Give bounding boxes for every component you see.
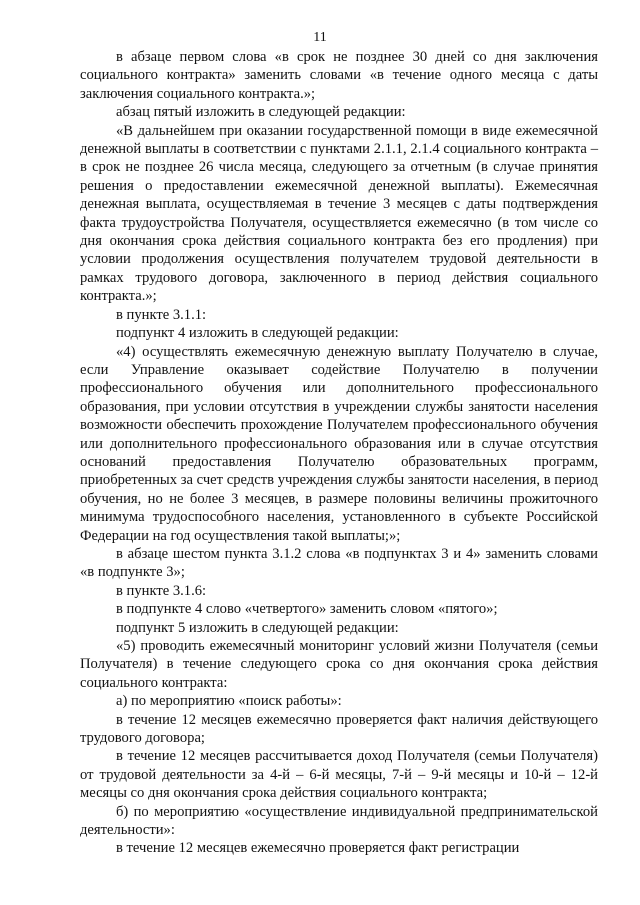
document-body — [80, 48, 598, 858]
page-number: 11 — [313, 30, 327, 45]
paragraph: «5) проводить ежемесячный мониторинг условий жизни Получателя (семьи Получателя) в течение следующего срока со дня окончания срока действия социального контракта: — [80, 638, 598, 691]
paragraph: в течение 12 месяцев ежемесячно проверяется факт регистрации — [116, 840, 520, 857]
paragraph: в пункте 3.1.1: — [116, 306, 207, 323]
paragraph: подпункт 5 изложить в следующей редакции: — [116, 619, 399, 636]
paragraph: в пункте 3.1.6: — [116, 582, 207, 599]
paragraph: в подпункте 4 слово «четвертого» заменить словом «пятого»; — [116, 601, 498, 618]
paragraph: в течение 12 месяцев ежемесячно проверяется факт наличия действующего трудового договора; — [80, 711, 598, 747]
paragraph: «4) осуществлять ежемесячную денежную выплату Получателю в случае, если Управление оказывает содействие Получателю в получении профессионального обучения или дополнительного профессионального образования, при условии отсутствия в учреждении службы занятости населения возможности обеспечить прохождение Получателем профессионального обучения или дополнительного профессионального образования или в случае отсутствия оснований предоставления Получателю образовательных программ, приобретенных за счет средств учреждения службы занятости населения, в период обучения, но не более 3 месяцев, в размере половины величины прожиточного минимума трудоспособного населения, установленного в субъекте Российской Федерации на год осуществления такой выплаты;»; — [80, 343, 598, 544]
paragraph: в абзаце шестом пункта 3.1.2 слова «в подпунктах 3 и 4» заменить словами «в подпункте 3»; — [80, 545, 598, 581]
paragraph: в течение 12 месяцев рассчитывается доход Получателя (семьи Получателя) от трудовой деятельности за 4-й – 6-й месяцы, 7-й – 9-й месяцы и 10-й – 12-й месяцы со дня окончания срока действия социального контракта; — [80, 748, 598, 802]
paragraph: абзац пятый изложить в следующей редакции: — [116, 104, 406, 121]
paragraph: а) по мероприятию «поиск работы»: — [116, 693, 342, 710]
paragraph: подпункт 4 изложить в следующей редакции: — [116, 325, 399, 342]
paragraph: «В дальнейшем при оказании государственной помощи в виде ежемесячной денежной выплаты в соответствии с пунктами 2.1.1, 2.1.4 социального контракта – в срок не позднее 26 числа месяца, следующего за отчетным (в случае принятия решения о предоставлении ежемесячной денежной выплаты). Ежемесячная денежная выплата, осуществляемая в течение 3 месяцев с даты подтверждения факта трудоустройства Получателя, осуществляется ежемесячно (в том числе со дня окончания срока действия социального контракта без его продления) при условии продолжения осуществления получателем трудовой деятельности в рамках трудового договора, заключенного в период действия социального контракта.»; — [80, 122, 598, 305]
paragraph: в абзаце первом слова «в срок не позднее 30 дней со дня заключения социального контракта» заменить словами «в течение одного месяца с даты заключения социального контракта.»; — [80, 49, 598, 102]
paragraph: б) по мероприятию «осуществление индивидуальной предпринимательской деятельности»: — [80, 803, 598, 839]
